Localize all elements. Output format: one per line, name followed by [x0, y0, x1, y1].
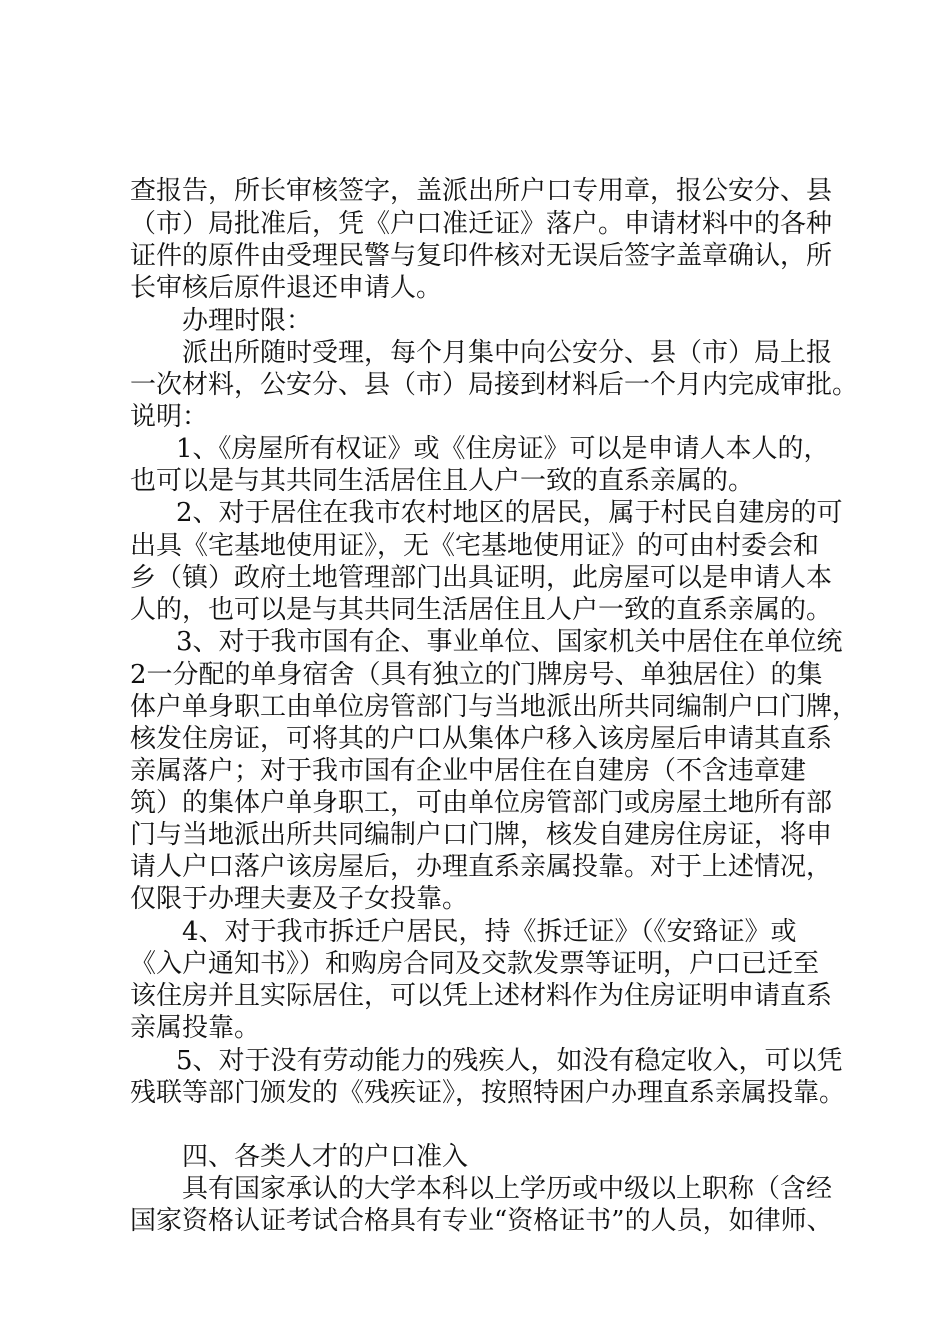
text-line: 一次材料，公安分、县（市）局接到材料后一个月内完成审批。: [130, 370, 859, 400]
text-line: 3、对于我市国有企、事业单位、国家机关中居住在单位统: [176, 627, 843, 657]
text-line: 2、对于居住在我市农村地区的居民，属于村民自建房的可: [176, 498, 843, 528]
section-heading: 四、各类人才的户口准入: [182, 1142, 469, 1172]
text-line: 体户单身职工由单位房管部门与当地派出所共同编制户口门牌，: [130, 692, 859, 722]
text-line: 具有国家承认的大学本科以上学历或中级以上职称（含经: [182, 1174, 833, 1204]
text-line: 门与当地派出所共同编制户口门牌，核发自建房住房证，将申: [130, 820, 833, 850]
section-heading: 说明：: [130, 402, 209, 432]
text-line: 查报告，所长审核签字，盖派出所户口专用章，报公安分、县: [130, 176, 833, 206]
text-line: 证件的原件由受理民警与复印件核对无误后签字盖章确认，所: [130, 241, 833, 271]
text-line: 乡（镇）政府土地管理部门出具证明，此房屋可以是申请人本: [130, 563, 833, 593]
text-line: 2一分配的单身宿舍（具有独立的门牌房号、单独居住）的集: [130, 660, 823, 690]
text-line: 长审核后原件退还申请人。: [130, 273, 443, 303]
section-heading: 办理时限：: [182, 306, 313, 336]
text-line: 残联等部门颁发的《残疾证》，按照特困户办理直系亲属投靠。: [130, 1078, 846, 1108]
text-line: 人的，也可以是与其共同生活居住且人户一致的直系亲属的。: [130, 595, 833, 625]
text-line: 筑）的集体户单身职工，可由单位房管部门或房屋土地所有部: [130, 788, 833, 818]
text-line: 国家资格认证考试合格具有专业“资格证书”的人员，如律师、: [130, 1206, 833, 1236]
text-line: 该住房并且实际居住，可以凭上述材料作为住房证明申请直系: [130, 981, 833, 1011]
text-line: 4、对于我市拆迁户居民，持《拆迁证》（《安臵证》或: [182, 917, 797, 947]
text-line: 请人户口落户该房屋后，办理直系亲属投靠。对于上述情况，: [130, 852, 833, 882]
text-line: 亲属落户；对于我市国有企业中居住在自建房（不含违章建: [130, 756, 807, 786]
text-line: 派出所随时受理，每个月集中向公安分、县（市）局上报: [182, 338, 833, 368]
text-line: 出具《宅基地使用证》，无《宅基地使用证》的可由村委会和: [130, 531, 820, 561]
text-line: 5、对于没有劳动能力的残疾人，如没有稳定收入，可以凭: [176, 1046, 843, 1076]
text-line: 核发住房证，可将其的户口从集体户移入该房屋后申请其直系: [130, 724, 833, 754]
text-line: 仅限于办理夫妻及子女投靠。: [130, 884, 469, 914]
text-line: 也可以是与其共同生活居住且人户一致的直系亲属的。: [130, 466, 755, 496]
text-line: 1、《房屋所有权证》或《住房证》可以是申请人本人的，: [176, 434, 830, 464]
text-line: 亲属投靠。: [130, 1013, 261, 1043]
text-line: 《入户通知书》）和购房合同及交款发票等证明，户口已迁至: [130, 949, 820, 979]
text-line: （市）局批准后，凭《户口准迁证》落户。申请材料中的各种: [130, 209, 833, 239]
